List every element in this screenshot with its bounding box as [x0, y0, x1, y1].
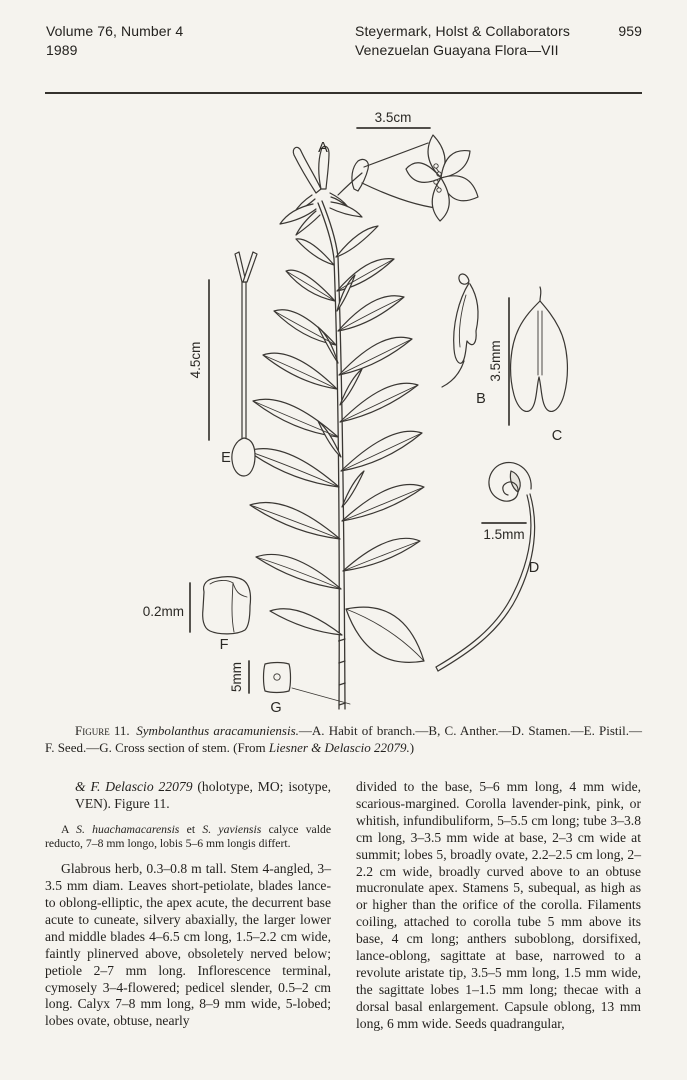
stamen-drawing — [436, 462, 535, 671]
flower-drawing — [362, 135, 478, 221]
header-running-title — [355, 22, 570, 60]
anther-side-drawing — [442, 274, 478, 387]
anther-front-drawing — [509, 287, 567, 425]
text-column-right — [356, 779, 641, 1033]
latin-diagnosis: A S. huachamacarensis et S. yaviensis calyce valde reducto, 7–8 mm longo, lobis 5–6 mm longis differt. — [45, 822, 332, 850]
scale-label-section: 5mm — [229, 662, 244, 692]
header-volume-block — [46, 22, 183, 60]
scale-label-stamen: 1.5mm — [483, 527, 525, 542]
header-volume: Volume 76, Number 4 — [46, 23, 184, 39]
type-citation: & F. Delascio 22079 (holotype, MO; isotype, VEN). Figure 11. — [75, 779, 332, 811]
seed-drawing — [190, 577, 251, 634]
scale-label-habit: 3.5cm — [374, 110, 412, 125]
scale-label-seed: 0.2mm — [142, 604, 184, 619]
header-rule — [45, 92, 642, 94]
header-series: Venezuelan Guayana Flora—VII — [355, 42, 559, 58]
text-column-left — [45, 779, 331, 1030]
inflorescence-drawing — [280, 146, 368, 235]
figure-label-a: A — [318, 140, 328, 156]
figure-caption: Figure 11. Symbolanthus aracamuniensis.—A. Habit of branch.—B, C. Anther.—D. Stamen.—E. Pistil.—F. Seed.—G. Cross section of stem. (From Liesner & Delascio 22079.) — [45, 723, 642, 755]
stem-section-drawing — [249, 661, 350, 704]
figure-plate — [0, 105, 687, 720]
figure-label-f: F — [219, 637, 229, 653]
scale-label-pistil: 4.5cm — [188, 341, 203, 379]
section-leader-line — [292, 688, 350, 704]
habit-drawing — [248, 128, 478, 709]
header-authors: Steyermark, Holst & Collaborators — [355, 23, 570, 39]
figure-label-e: E — [221, 450, 231, 466]
figure-label-b: B — [476, 391, 486, 407]
figure-label-d: D — [528, 560, 540, 576]
figure-label-c: C — [551, 428, 563, 444]
pistil-drawing — [209, 252, 257, 476]
description-right: divided to the base, 5–6 mm long, 4 mm wide, scarious-margined. Corolla lavender-pink, pink, or whitish, infundibuliform, 5–5.5 cm long; tube 3–3.8 cm long, 3–3.5 mm wide at base, 2–3 cm wide at summit; lobes 5, broadly ovate, 2.2–2.5 cm long, 2–2.2 cm wide, broadly curved above to an obtuse mucronulate apex. Stamens 5, subequal, as high as or higher than the orifice of the corolla. Filaments coiling, attached to corolla tube 5 mm above its base, 4 cm long; anthers suboblong, dorsifixed, lance-oblong, sagittate at base, narrowed to a revolute aristate tip, 3.5–5 mm long, 1.5 mm wide, the sagittate lobes 1–1.5 mm long; thecae with a dorsal basal enlargement. Capsule oblong, 13 mm long, 6 mm wide. Seeds quadrangular, — [356, 779, 641, 1031]
header-year: 1989 — [46, 42, 78, 58]
figure-label-g: G — [270, 700, 282, 716]
description-left: Glabrous herb, 0.3–0.8 m tall. Stem 4-angled, 3–3.5 mm diam. Leaves short-petiolate, blades lance- to oblong-elliptic, the apex acute, the decurrent base acute to cuneate, silvery abaxially, the larger lower and middle blades 4–6.5 cm long, 1.5–2.2 cm wide, faintly plinerved above, obsoletely nerved below; petiole 2–7 mm long. Inflorescence terminal, cymosely 3–4-flowered; pedicel slender, 0.5–2 cm long. Calyx 7–8 mm long, 8–9 mm wide, 5-lobed; lobes ovate, obtuse, nearly — [45, 861, 331, 1029]
page-number: 959 — [618, 23, 642, 39]
scale-label-anther: 3.5mm — [488, 340, 503, 382]
